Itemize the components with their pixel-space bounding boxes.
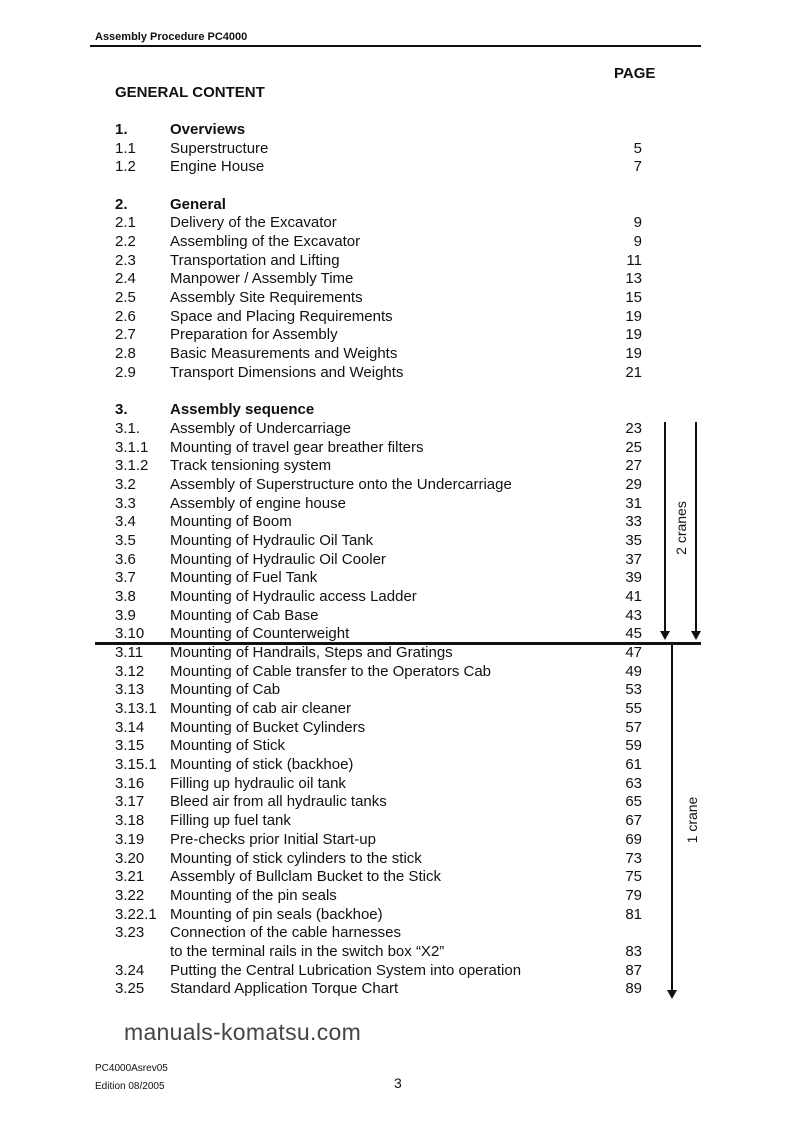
- toc-number: 3.2: [115, 475, 136, 493]
- page-number: 3: [394, 1075, 402, 1091]
- toc-entry: [0, 719, 793, 738]
- toc-page: 83: [625, 942, 642, 960]
- toc-page: 79: [625, 886, 642, 904]
- toc-title: Mounting of the pin seals: [170, 886, 337, 904]
- toc-title: Assembly sequence: [170, 401, 315, 419]
- arrow-down-icon: [667, 990, 677, 999]
- toc-entry: [0, 308, 793, 327]
- toc-chapter-heading: [0, 196, 793, 215]
- toc-page: 21: [625, 363, 642, 381]
- toc-page: 73: [625, 849, 642, 867]
- toc-title: Mounting of Fuel Tank: [170, 569, 318, 587]
- toc-title: Putting the Central Lubrication System into operation: [170, 961, 522, 979]
- toc-number: 3.19: [115, 830, 145, 848]
- toc-page: 65: [625, 793, 642, 811]
- toc-page: 5: [633, 139, 642, 157]
- arrow-down-icon: [691, 631, 701, 640]
- toc-title: Basic Measurements and Weights: [170, 345, 398, 363]
- toc-title: Standard Application Torque Chart: [170, 980, 399, 998]
- toc-number: 3.6: [115, 550, 136, 568]
- toc-entry: [0, 737, 793, 756]
- toc-number: 3.17: [115, 793, 145, 811]
- toc-number: 2.6: [115, 307, 136, 325]
- toc-page: 55: [625, 700, 642, 718]
- toc-title: Mounting of pin seals (backhoe): [170, 905, 383, 923]
- toc-entry: [0, 644, 793, 663]
- toc-number: 3.24: [115, 961, 145, 979]
- toc-title: Mounting of Bucket Cylinders: [170, 718, 366, 736]
- toc-number: 3.1.1: [115, 438, 149, 456]
- toc-title: Mounting of Handrails, Steps and Gratings: [170, 644, 453, 662]
- toc-number: 2.4: [115, 270, 136, 288]
- toc-title: Mounting of Cable transfer to the Operators Cab: [170, 662, 492, 680]
- toc-page: 29: [625, 475, 642, 493]
- toc-page: 47: [625, 644, 642, 662]
- toc-number: 3.7: [115, 569, 136, 587]
- toc-number: 3.12: [115, 662, 145, 680]
- toc-entry: [0, 252, 793, 271]
- crane-separator-line: [95, 642, 701, 645]
- toc-title: Manpower / Assembly Time: [170, 270, 354, 288]
- toc-chapter-heading: [0, 401, 793, 420]
- toc-entry: [0, 887, 793, 906]
- toc-title: Filling up fuel tank: [170, 812, 291, 830]
- toc-page: 39: [625, 569, 642, 587]
- toc-number: 2.2: [115, 233, 136, 251]
- toc-number: 3.25: [115, 980, 145, 998]
- toc-number: 1.1: [115, 139, 136, 157]
- toc-page: 33: [625, 513, 642, 531]
- toc-entry: [0, 850, 793, 869]
- toc-number: 3.1.: [115, 419, 141, 437]
- toc-title: Mounting of Hydraulic access Ladder: [170, 588, 417, 605]
- toc-number: 2.8: [115, 345, 136, 363]
- toc-number: 3.13.1: [115, 700, 157, 718]
- toc-number: 2.: [115, 195, 128, 213]
- toc-page: 53: [625, 681, 642, 699]
- running-header: Assembly Procedure PC4000: [95, 31, 248, 43]
- toc-title: Transportation and Lifting: [170, 251, 340, 269]
- toc-number: 3.23: [115, 924, 145, 942]
- toc-page: 37: [625, 550, 642, 568]
- section-title: GENERAL CONTENT: [115, 84, 265, 101]
- one-crane-arrow: [671, 644, 673, 990]
- toc-entry: [0, 943, 793, 962]
- toc-page: 45: [625, 625, 642, 643]
- toc-entry: [0, 793, 793, 812]
- toc-entry: [0, 756, 793, 775]
- toc-entry: [0, 924, 793, 943]
- toc-entry: [0, 588, 793, 607]
- toc-title: to the terminal rails in the switch box “X2”: [170, 942, 445, 960]
- toc-number: 1.: [115, 121, 128, 138]
- toc-page: 19: [625, 307, 642, 325]
- toc-page: 19: [625, 345, 642, 363]
- toc-number: 3.14: [115, 718, 145, 736]
- toc-title: Assembly of Undercarriage: [170, 419, 351, 437]
- toc-entry: [0, 326, 793, 345]
- toc-title: Mounting of Hydraulic Oil Tank: [170, 531, 374, 549]
- toc-entry: [0, 364, 793, 383]
- toc-entry: [0, 831, 793, 850]
- toc-title: Space and Placing Requirements: [170, 307, 393, 325]
- toc-number: 3.3: [115, 494, 136, 512]
- toc-page: 63: [625, 774, 642, 792]
- toc-page: 15: [625, 289, 642, 307]
- toc-entry: [0, 868, 793, 887]
- toc-page: 27: [625, 457, 642, 475]
- toc-number: 3.20: [115, 849, 145, 867]
- edition: Edition 08/2005: [95, 1081, 165, 1092]
- toc-page: 69: [625, 830, 642, 848]
- toc-entry: [0, 345, 793, 364]
- toc-number: 3.8: [115, 588, 136, 605]
- page-column-label: PAGE: [614, 65, 656, 82]
- toc-number: 3.21: [115, 868, 145, 886]
- toc-chapter-heading: [0, 121, 793, 140]
- two-cranes-arrow-right: [695, 422, 697, 632]
- toc-title: Assembly of Superstructure onto the Undercarriage: [170, 475, 512, 493]
- toc-number: 2.9: [115, 363, 136, 381]
- toc-number: 3.1.2: [115, 457, 149, 475]
- toc-page: 9: [633, 233, 642, 251]
- toc-title: Overviews: [170, 121, 246, 138]
- toc-page: 49: [625, 662, 642, 680]
- toc-entry: [0, 775, 793, 794]
- toc-entry: [0, 700, 793, 719]
- toc-title: Transport Dimensions and Weights: [170, 363, 404, 381]
- toc-entry: [0, 457, 793, 476]
- toc-entry: [0, 607, 793, 626]
- toc-entry: [0, 569, 793, 588]
- toc-entry: [0, 962, 793, 981]
- toc-page: 67: [625, 812, 642, 830]
- toc-title: Assembly Site Requirements: [170, 289, 363, 307]
- toc-title: Mounting of Counterweight: [170, 625, 350, 643]
- toc-title: Pre-checks prior Initial Start-up: [170, 830, 376, 848]
- toc-page: 23: [625, 419, 642, 437]
- toc-entry: [0, 233, 793, 252]
- toc-title: Mounting of Cab: [170, 681, 281, 699]
- toc-title: Connection of the cable harnesses: [170, 924, 401, 942]
- toc-number: 3.15.1: [115, 756, 157, 774]
- toc-entry: [0, 812, 793, 831]
- toc-number: 3.18: [115, 812, 145, 830]
- toc-number: 3.13: [115, 681, 145, 699]
- toc-page: 57: [625, 718, 642, 736]
- toc-page: 41: [625, 588, 642, 605]
- toc-number: 3.15: [115, 737, 145, 755]
- toc-number: 2.1: [115, 214, 136, 232]
- arrow-down-icon: [660, 631, 670, 640]
- toc-number: 1.2: [115, 158, 136, 176]
- toc-number: 3.4: [115, 513, 136, 531]
- toc-number: 2.5: [115, 289, 136, 307]
- toc-title: Mounting of stick (backhoe): [170, 756, 354, 774]
- toc-title: Delivery of the Excavator: [170, 214, 337, 232]
- toc-page: 89: [625, 980, 642, 998]
- toc-number: 3.: [115, 401, 128, 419]
- toc-number: 3.11: [115, 644, 144, 662]
- toc-entry: [0, 289, 793, 308]
- toc-number: 3.9: [115, 606, 136, 624]
- toc-number: 3.10: [115, 625, 145, 643]
- toc-page: 43: [625, 606, 642, 624]
- toc-entry: [0, 906, 793, 925]
- two-cranes-arrow-left: [664, 422, 666, 632]
- spacer: [0, 177, 793, 196]
- toc-title: Mounting of travel gear breather filters: [170, 438, 424, 456]
- toc-page: 25: [625, 438, 642, 456]
- toc-page: 61: [625, 756, 642, 774]
- toc-title: Assembly of engine house: [170, 494, 346, 512]
- toc-title: Mounting of Stick: [170, 737, 286, 755]
- two-cranes-label: 2 cranes: [673, 501, 689, 555]
- toc-number: 3.22.1: [115, 905, 157, 923]
- toc-title: Mounting of stick cylinders to the stick: [170, 849, 422, 867]
- one-crane-label: 1 crane: [684, 796, 700, 844]
- toc-title: General: [170, 195, 226, 213]
- header-rule: [90, 45, 701, 47]
- document-id: PC4000Asrev05: [95, 1063, 168, 1074]
- toc-entry: [0, 270, 793, 289]
- toc-number: 3.5: [115, 531, 136, 549]
- toc-page: 87: [625, 961, 642, 979]
- spacer: [0, 383, 793, 402]
- toc-number: 2.7: [115, 326, 136, 344]
- toc-title: Assembly of Bullclam Bucket to the Stick: [170, 868, 441, 886]
- toc-page: 75: [625, 868, 642, 886]
- toc-entry: [0, 214, 793, 233]
- toc-entry: [0, 681, 793, 700]
- toc-entry: [0, 439, 793, 458]
- toc-entry: [0, 420, 793, 439]
- toc-title: Mounting of Hydraulic Oil Cooler: [170, 550, 386, 568]
- toc-number: 2.3: [115, 251, 136, 269]
- toc-page: 13: [625, 270, 642, 288]
- toc-page: 7: [633, 158, 642, 176]
- toc-title: Mounting of Boom: [170, 513, 292, 531]
- toc-page: 11: [626, 251, 642, 269]
- toc-page: 9: [633, 214, 642, 232]
- toc-number: 3.22: [115, 886, 145, 904]
- toc-title: Filling up hydraulic oil tank: [170, 774, 346, 792]
- toc-number: 3.16: [115, 774, 145, 792]
- toc-page: 81: [625, 905, 642, 923]
- toc-page: 19: [625, 326, 642, 344]
- toc-entry: [0, 476, 793, 495]
- toc-title: Mounting of Cab Base: [170, 606, 319, 624]
- toc-page: 59: [625, 737, 642, 755]
- toc-title: Engine House: [170, 158, 265, 176]
- toc-entry: [0, 158, 793, 177]
- toc-page: 35: [625, 531, 642, 549]
- toc-title: Preparation for Assembly: [170, 326, 338, 344]
- toc-entry: [0, 663, 793, 682]
- toc-title: Bleed air from all hydraulic tanks: [170, 793, 387, 811]
- toc-entry: [0, 140, 793, 159]
- toc-title: Assembling of the Excavator: [170, 233, 361, 251]
- toc-title: Mounting of cab air cleaner: [170, 700, 351, 718]
- toc-title: Track tensioning system: [170, 457, 332, 475]
- watermark: manuals-komatsu.com: [124, 1019, 362, 1045]
- toc-title: Superstructure: [170, 139, 269, 157]
- toc-page: 31: [625, 494, 642, 512]
